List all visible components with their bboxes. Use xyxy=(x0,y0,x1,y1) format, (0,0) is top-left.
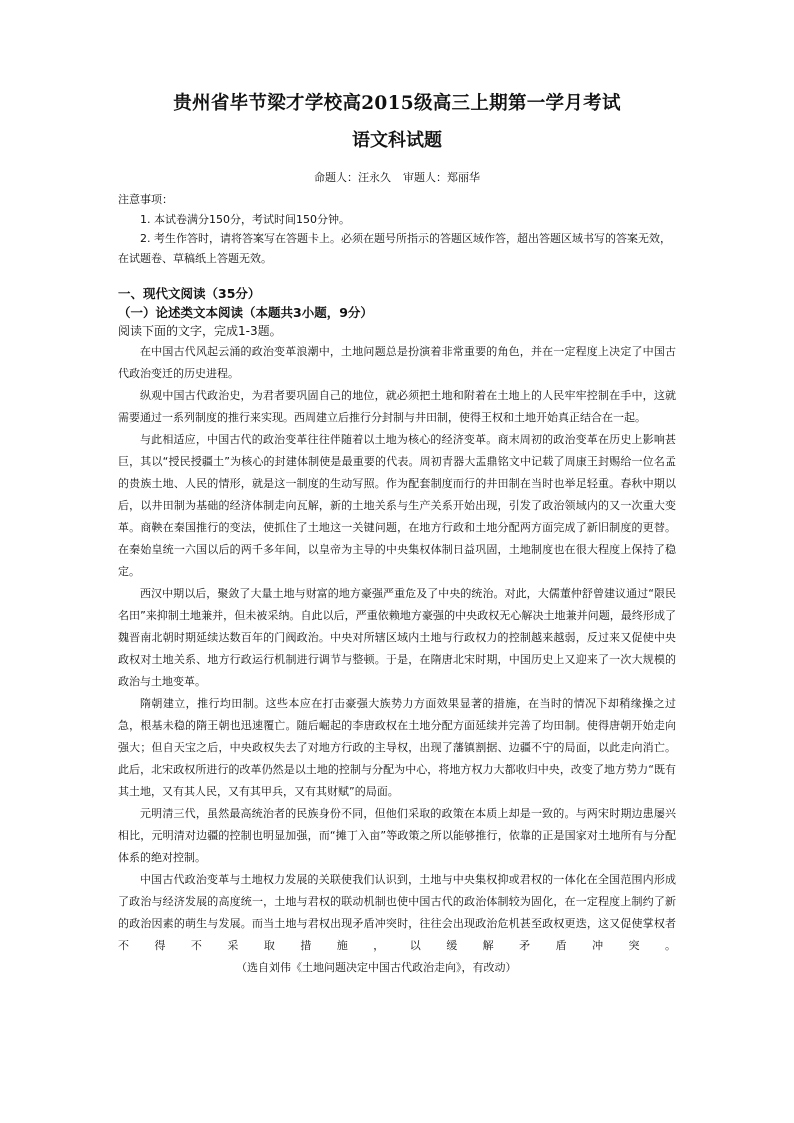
exam-title: 贵州省毕节梁才学校高2015级高三上期第一学月考试 xyxy=(173,93,621,114)
authors-line xyxy=(118,170,676,186)
passage-paragraph-1: 在中国古代风起云涌的政治变革浪潮中，土地问题总是扮演着非常重要的角色，并在一定程度上决定了中国古代政治变迁的历史进程。 xyxy=(118,345,676,380)
passage-source: （选自刘伟《土地问题决定中国古代政治走向》，有改动） xyxy=(236,961,517,974)
reading-passage xyxy=(118,341,676,979)
notes-item-2: 2. 考生作答时，请将答案写在答题卡上。必须在题号所指示的答题区域作答，超出答题区域书写的答案无效，在试题卷、草稿纸上答题无效。 xyxy=(118,232,671,265)
exam-notes xyxy=(118,190,676,268)
reading-instruction: 阅读下面的文字，完成1-3题。 xyxy=(118,324,282,338)
passage-paragraph-5: 隋朝建立，推行均田制。这些本应在打击豪强大族势力方面效果显著的措施，在当时的情况下却稍缘操之过急，根基未稳的隋王朝也迅速覆亡。随后崛起的李唐政权在土地分配方面延续并完善了均田制。使得唐朝开始走向强大；但自天宝之后，中央政权失去了对地方行政的主导权，出现了藩镇割据、边疆不宁的局面，以此走向消亡。此后，北宋政权所进行的改革仍然是以土地的控制与分配为中心，将地方权力大都收归中央，改变了地方势力“既有其土地，又有其人民，又有其甲兵，又有其财赋”的局面。 xyxy=(118,697,676,798)
passage-paragraph-3: 与此相适应，中国古代的政治变革往往伴随着以土地为核心的经济变革。商末周初的政治变革在历史上影响甚巨，其以“授民授疆土”为核心的封建体制使是最重要的代表。周初青器大盂鼎铭文中记载了周康王封赐给一位名孟的贵族土地、人民的情形，就是这一制度的生动写照。作为配套制度而行的井田制在当时也举足轻重。春秋中期以后，以井田制为基础的经济体制走向瓦解，新的土地关系与生产关系开始出现，引发了政治领域内的又一次重大变革。商鞅在秦国推行的变法，使抓住了土地这一关键问题，在地方行政和土地分配两方面完成了新旧制度的更替。在秦始皇统一六国以后的两千多年间，以皇帝为主导的中央集权体制日益巩固，土地制度也在很大程度上保持了稳定。 xyxy=(118,433,676,578)
exam-page xyxy=(118,92,676,979)
passage-paragraph-7-text: 中国古代政治变革与土地权力发展的关联使我们认识到，土地与中央集权抑或君权的一体化在全国范围内形成了政治与经济发展的高度统一，土地与君权的联动机制也使中国古代的政治体制较为固化，在一定程度上制约了新的政治因素的萌生与发展。而当土地与君权出现矛盾冲突时，往往会出现政治危机甚至政权更迭，这又促使掌权者不得不采取措施，以缓解矛盾冲突。 xyxy=(118,873,676,952)
passage-paragraph-7 xyxy=(118,869,676,979)
setter-label: 命题人：汪永久 xyxy=(314,171,391,184)
subsection-heading-argumentative: （一）论述类文本阅读（本题共3小题，9分） xyxy=(118,305,373,320)
passage-paragraph-2: 纵观中国古代政治史，为君者要巩固自己的地位，就必须把土地和附着在土地上的人民牢牢控制在手中，这就需要通过一系列制度的推行来实现。西周建立后推行分封制与井田制，使得王权和土地开始真正结合在一起。 xyxy=(118,389,676,424)
passage-paragraph-6: 元明清三代，虽然最高统治者的民族身份不同，但他们采取的政策在本质上却是一致的。与两宋时期边患屡兴相比，元明清对边疆的控制也明显加强，而“摊丁入亩”等政策之所以能够推行，依靠的正是国家对土地所有与分配体系的绝对控制。 xyxy=(118,807,676,864)
notes-item-1: 1. 本试卷满分150分，考试时间150分钟。 xyxy=(140,212,350,226)
reviewer-label: 审题人：郑丽华 xyxy=(403,171,480,184)
notes-heading: 注意事项： xyxy=(118,193,173,206)
section-heading-modern-reading: 一、现代文阅读（35分） xyxy=(118,286,261,301)
passage-paragraph-4: 西汉中期以后，聚敛了大量土地与财富的地方豪强严重危及了中央的统治。对此，大儒董仲舒曾建议通过“限民名田”来抑制土地兼并，但未被采纳。自此以后，严重依赖地方豪强的中央政权无心解决土地兼并问题，最终形成了魏晋南北朝时期延续达数百年的门阀政治。中央对所辖区域内土地与行政权力的控制越来越弱，反过来又促使中央政权对土地关系、地方行政运行机制进行调节与整顿。于是，在隋唐北宋时期，中国历史上又迎来了一次大规模的政治与土地变革。 xyxy=(118,587,676,688)
exam-subtitle: 语文科试题 xyxy=(352,130,442,151)
